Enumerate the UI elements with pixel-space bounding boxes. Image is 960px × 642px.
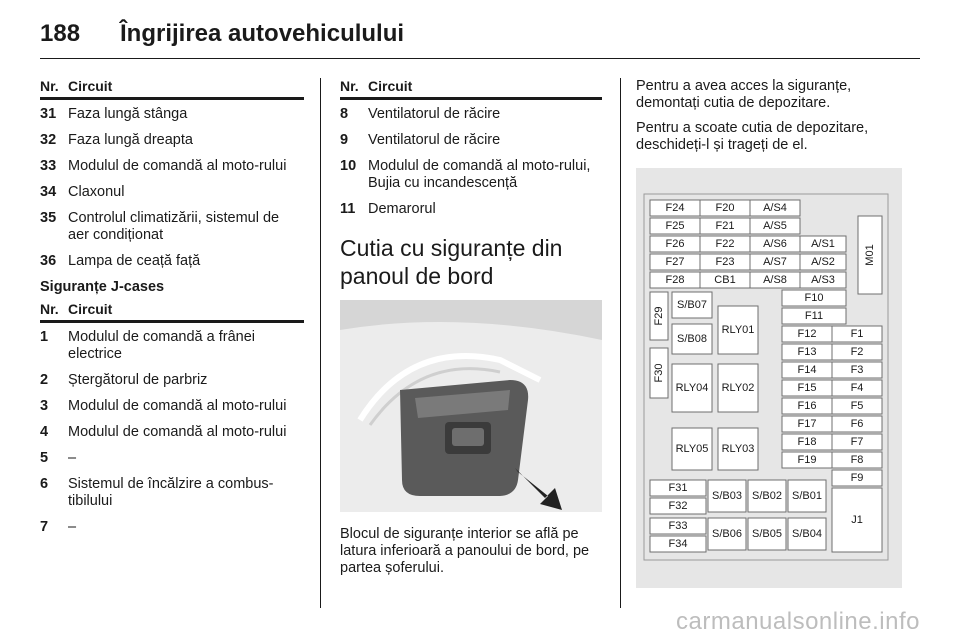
row-number: 2 — [40, 372, 49, 388]
table-row — [40, 450, 304, 467]
fuse-slot — [800, 236, 846, 252]
fuse-label: F27 — [665, 256, 685, 268]
row-circuit: Ventilatorul de răcire — [368, 132, 501, 148]
table-row — [340, 132, 602, 149]
table-row — [40, 476, 304, 510]
fuse-slot — [650, 536, 706, 552]
row-number: 36 — [40, 253, 57, 269]
row-number: 5 — [40, 450, 49, 466]
fuse-slot — [708, 480, 746, 512]
dashboard-illustration — [340, 300, 602, 512]
fuse-label: F6 — [850, 418, 864, 430]
fuse-label: F24 — [665, 202, 685, 214]
table-row — [40, 424, 304, 441]
fuse-label: RLY03 — [721, 443, 755, 455]
fuse-label: F29 — [653, 306, 665, 326]
fuse-slot — [672, 292, 712, 318]
header-divider — [40, 58, 920, 59]
fuse-slot — [832, 452, 882, 468]
row-number: 6 — [40, 476, 49, 492]
table-row — [340, 201, 602, 218]
fuse-label: S/B07 — [677, 299, 707, 311]
fuse-slot — [782, 290, 846, 306]
row-circuit: Ventilatorul de răcire — [368, 106, 501, 122]
row-number: 7 — [40, 519, 49, 535]
section-title: Cutia cu siguranțe din panoul de bord — [340, 235, 563, 289]
fuse-label: RLY04 — [675, 382, 709, 394]
table-header — [340, 78, 602, 100]
row-circuit: Lampa de ceață față — [68, 253, 201, 269]
fuse-label: F8 — [850, 454, 864, 466]
row-number: 33 — [40, 158, 57, 174]
fuse-label: F31 — [668, 482, 688, 494]
fuse-slot — [800, 272, 846, 288]
fuse-label: F19 — [797, 454, 817, 466]
fuse-slot — [650, 272, 700, 288]
table-row — [40, 519, 304, 536]
header-nr: Nr. — [40, 78, 59, 94]
fuse-label: S/B04 — [792, 528, 822, 540]
paragraph-access: Pentru a avea acces la siguranțe, demontați cutia de depozitare. — [636, 78, 852, 111]
fuse-slot — [748, 518, 786, 550]
fuse-label: S/B02 — [752, 490, 782, 502]
fuse-label: F5 — [850, 400, 864, 412]
fuse-slot — [788, 518, 826, 550]
fuse-label: F34 — [668, 538, 688, 550]
row-number: 10 — [340, 158, 357, 174]
fuse-slot — [748, 480, 786, 512]
fuse-label: M01 — [864, 244, 876, 266]
fuse-slot — [782, 326, 832, 342]
fuse-label: F13 — [797, 346, 817, 358]
caption: Blocul de siguranțe interior se află pe latura inferioară a panoului de bord, pe partea șoferului. — [340, 526, 590, 576]
page-title: Îngrijirea autovehiculului — [120, 20, 405, 47]
fuse-label: F10 — [804, 292, 824, 304]
fuse-slot — [832, 380, 882, 396]
fuse-label: A/S1 — [811, 238, 835, 250]
table-row — [40, 106, 304, 123]
fuse-slot — [708, 518, 746, 550]
fuse-label: A/S7 — [763, 256, 787, 268]
fuse-label: S/B05 — [752, 528, 782, 540]
fuse-slot — [672, 428, 712, 470]
paragraph-remove: Pentru a scoate cutia de depozitare, deschideți-l și trageți de el. — [636, 120, 869, 153]
fuse-slot — [672, 324, 712, 354]
fuse-slot — [832, 434, 882, 450]
fuse-slot — [832, 416, 882, 432]
table-row — [40, 158, 304, 175]
fuse-slot — [788, 480, 826, 512]
fuse-slot — [700, 200, 750, 216]
fuse-slot — [650, 292, 668, 340]
row-number: 9 — [340, 132, 349, 148]
page-number: 188 — [40, 20, 81, 47]
fuse-label: F9 — [850, 472, 864, 484]
fuse-slot — [650, 254, 700, 270]
fuse-label: F33 — [668, 520, 688, 532]
fusebox-svg — [636, 168, 902, 588]
fuse-slot — [750, 254, 800, 270]
subheading-j-cases: Siguranțe J-cases — [40, 279, 165, 295]
column-left — [40, 78, 304, 545]
fuse-label: F14 — [797, 364, 817, 376]
fuse-slot — [650, 348, 668, 398]
row-circuit: Sistemul de încălzire a combus-tibilului — [68, 476, 274, 509]
fuse-slot — [750, 236, 800, 252]
fuse-label: F16 — [797, 400, 817, 412]
table-row — [40, 184, 304, 201]
fuse-slot — [672, 364, 712, 412]
column-right — [636, 78, 902, 588]
column-middle — [340, 78, 602, 585]
fuse-label: RLY02 — [721, 382, 755, 394]
fuse-slot — [700, 236, 750, 252]
fuse-label: F1 — [850, 328, 864, 340]
row-circuit: Modulul de comandă al moto-rului — [68, 424, 287, 440]
row-circuit: Modulul de comandă al moto-rului — [68, 158, 287, 174]
page-header — [40, 20, 920, 60]
dashboard-photo — [340, 300, 602, 512]
fuse-slot — [750, 200, 800, 216]
fuse-label: S/B03 — [712, 490, 742, 502]
fuse-slot — [700, 254, 750, 270]
fuse-label: F18 — [797, 436, 817, 448]
fuse-label: F32 — [668, 500, 688, 512]
fuse-label: A/S5 — [763, 220, 787, 232]
row-circuit: Modulul de comandă al moto-rului — [68, 398, 287, 414]
fuse-slot — [782, 308, 846, 324]
fuse-slot — [700, 272, 750, 288]
fuse-slot — [650, 480, 706, 496]
fuse-slot — [650, 518, 706, 534]
fuse-label: F4 — [850, 382, 864, 394]
row-circuit: Claxonul — [68, 184, 125, 200]
row-number: 3 — [40, 398, 49, 414]
row-number: 34 — [40, 184, 57, 200]
fuse-label: F17 — [797, 418, 817, 430]
row-circuit: – — [68, 450, 77, 466]
table-row — [40, 398, 304, 415]
fuse-slot — [650, 236, 700, 252]
row-number: 31 — [40, 106, 57, 122]
header-nr: Nr. — [340, 78, 359, 94]
fuse-slot — [832, 344, 882, 360]
fuse-slot — [782, 344, 832, 360]
row-circuit: Controlul climatizării, sistemul de aer condiționat — [68, 210, 280, 243]
fuse-label: F30 — [653, 363, 665, 383]
row-circuit: Ștergătorul de parbriz — [68, 372, 208, 388]
table-header — [40, 301, 304, 323]
header-circuit: Circuit — [368, 78, 413, 94]
fuse-slot — [700, 218, 750, 234]
row-number: 32 — [40, 132, 57, 148]
fuse-label: A/S2 — [811, 256, 835, 268]
table-row — [40, 253, 304, 270]
column-divider — [620, 78, 621, 608]
fuse-label: CB1 — [714, 274, 736, 286]
fuse-label: F20 — [715, 202, 735, 214]
fuse-label: RLY05 — [675, 443, 709, 455]
table-row — [40, 329, 304, 363]
fuse-label: RLY01 — [721, 324, 755, 336]
fuse-label: A/S3 — [811, 274, 835, 286]
row-circuit: – — [68, 519, 77, 535]
fuse-label: S/B08 — [677, 333, 707, 345]
fuse-label: F22 — [715, 238, 735, 250]
fuse-label: F21 — [715, 220, 735, 232]
table-row — [340, 158, 602, 192]
fuse-label: A/S8 — [763, 274, 787, 286]
fuse-slot — [718, 364, 758, 412]
row-number: 11 — [340, 201, 356, 217]
fuse-slot — [782, 362, 832, 378]
fuse-slot — [650, 218, 700, 234]
fuse-slot — [750, 218, 800, 234]
fuse-label: F12 — [797, 328, 817, 340]
fuse-slot — [650, 200, 700, 216]
fuse-label: S/B01 — [792, 490, 822, 502]
fuse-table-3 — [340, 106, 602, 218]
row-circuit: Faza lungă dreapta — [68, 132, 193, 148]
row-circuit: Modulul de comandă al moto-rului, Bujia cu incandescență — [368, 158, 591, 191]
fuse-label: F3 — [850, 364, 864, 376]
fuse-slot — [832, 326, 882, 342]
fuse-slot — [782, 398, 832, 414]
watermark: carmanualsonline.info — [676, 608, 920, 635]
fuse-table-1 — [40, 106, 304, 270]
fuse-label: F11 — [804, 310, 824, 322]
fuse-label: F28 — [665, 274, 685, 286]
fuse-slot — [858, 216, 882, 294]
fuse-slot — [782, 434, 832, 450]
fuse-slot — [782, 416, 832, 432]
fuse-label: J1 — [851, 514, 863, 526]
fuse-label: A/S4 — [763, 202, 787, 214]
fuse-slot — [718, 428, 758, 470]
fuse-slot — [782, 452, 832, 468]
row-circuit: Demarorul — [368, 201, 436, 217]
fuse-slot — [832, 362, 882, 378]
fuse-slot — [750, 272, 800, 288]
row-circuit: Faza lungă stânga — [68, 106, 188, 122]
header-nr: Nr. — [40, 301, 59, 317]
table-row — [40, 210, 304, 244]
fuse-label: F23 — [715, 256, 735, 268]
fuse-label: S/B06 — [712, 528, 742, 540]
column-divider — [320, 78, 321, 608]
fuse-table-2 — [40, 329, 304, 536]
fuse-slot — [832, 470, 882, 486]
fuse-label: F7 — [850, 436, 864, 448]
fuse-slot — [650, 498, 706, 514]
fuse-label: A/S6 — [763, 238, 787, 250]
table-row — [40, 132, 304, 149]
row-number: 4 — [40, 424, 49, 440]
fusebox-diagram — [636, 168, 902, 588]
fuse-slot — [782, 380, 832, 396]
fuse-label: F25 — [665, 220, 685, 232]
fuse-label: F15 — [797, 382, 817, 394]
header-circuit: Circuit — [68, 78, 113, 94]
table-row — [40, 372, 304, 389]
header-circuit: Circuit — [68, 301, 113, 317]
table-row — [340, 106, 602, 123]
fuse-label: F2 — [850, 346, 864, 358]
fuse-slot — [800, 254, 846, 270]
table-header — [40, 78, 304, 100]
row-number: 1 — [40, 329, 49, 345]
row-number: 8 — [340, 106, 349, 122]
fuse-slot — [718, 306, 758, 354]
row-circuit: Modulul de comandă a frânei electrice — [68, 329, 256, 362]
fuse-label: F26 — [665, 238, 685, 250]
fuse-slot — [832, 398, 882, 414]
row-number: 35 — [40, 210, 57, 226]
fuse-slot — [832, 488, 882, 552]
